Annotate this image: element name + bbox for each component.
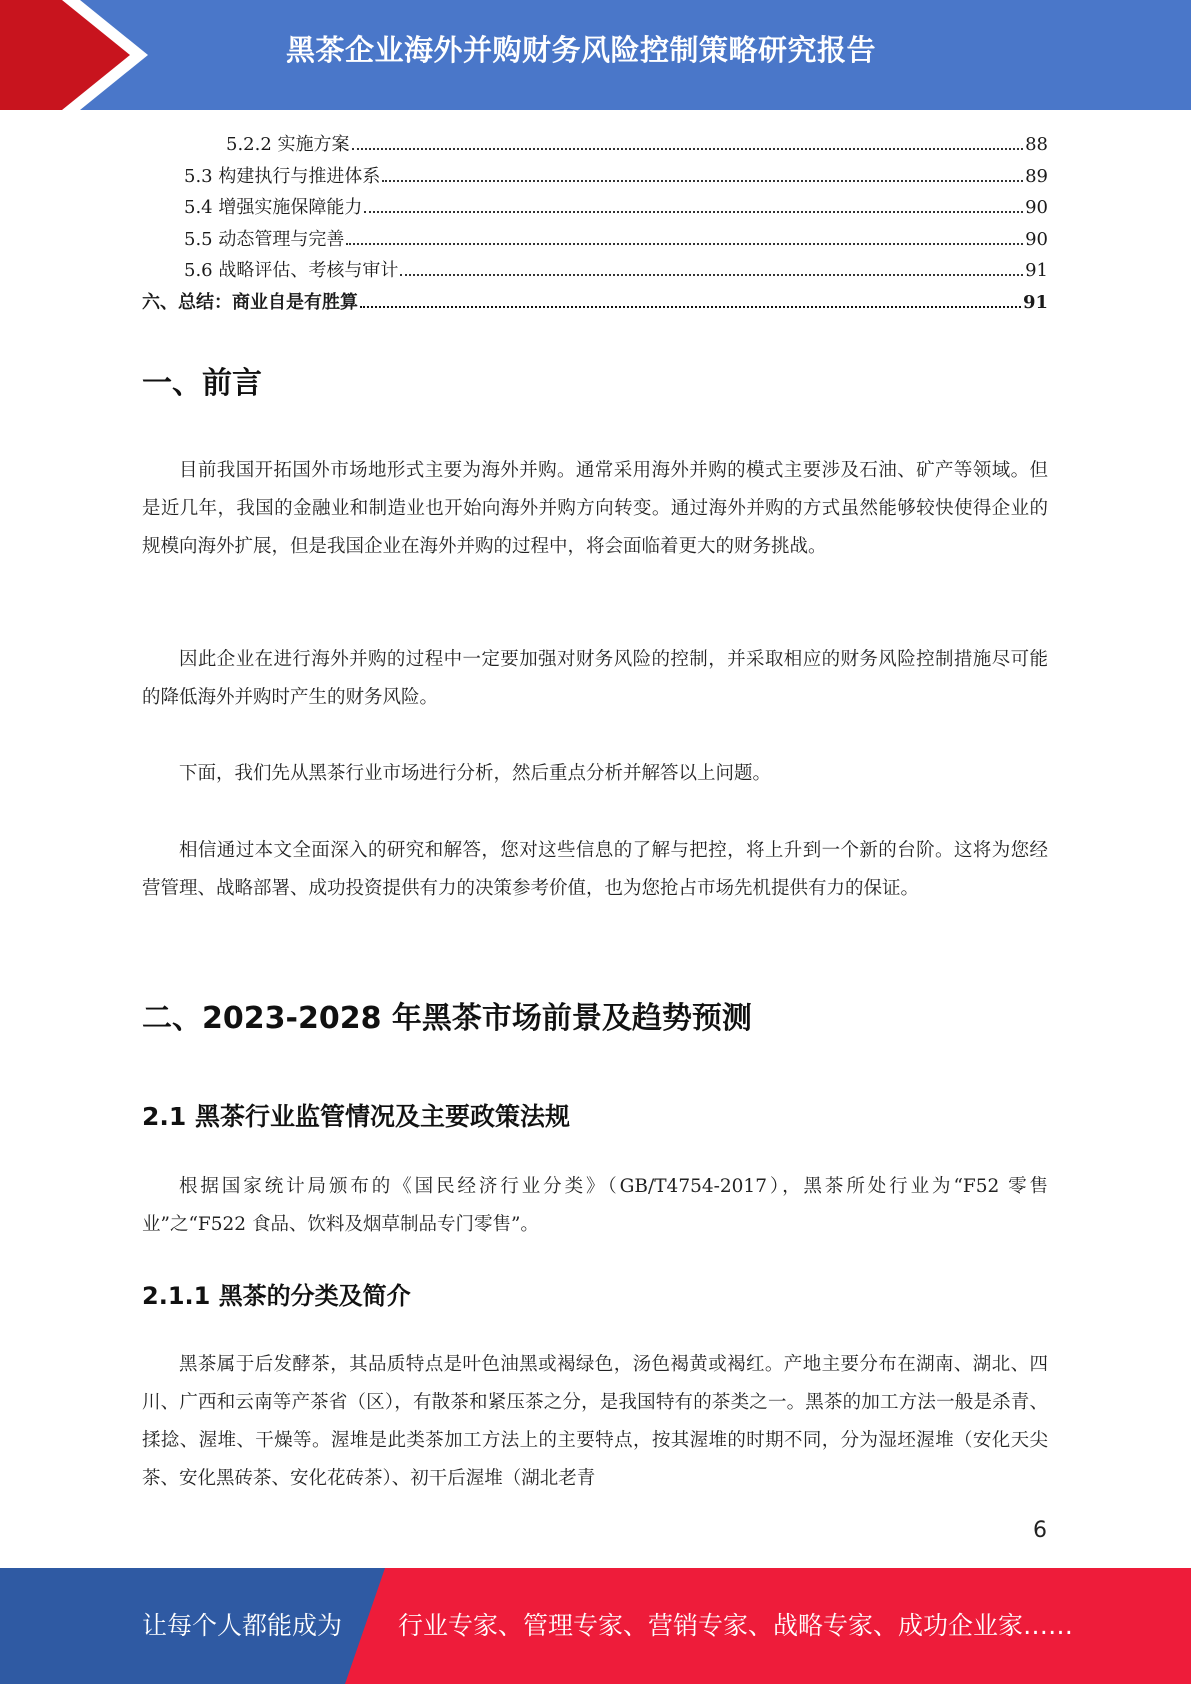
header-banner xyxy=(0,0,1191,110)
toc-entry-page: 90 xyxy=(1025,228,1048,250)
toc-leader-dots xyxy=(364,211,1023,213)
toc-leader-dots xyxy=(382,180,1023,182)
footer-banner xyxy=(0,1568,1191,1684)
toc-entry-page: 91 xyxy=(1022,291,1048,313)
body-paragraph: 因此企业在进行海外并购的过程中一定要加强对财务风险的控制，并采取相应的财务风险控制措施尽可能的降低海外并购时产生的财务风险。 xyxy=(142,649,1048,708)
toc-entry-page: 90 xyxy=(1025,197,1048,218)
table-of-contents xyxy=(142,130,1048,319)
footer-slogan-left: 让每个人都能成为 xyxy=(142,1611,343,1640)
toc-entry-label: 六、总结：商业自是有胜算 xyxy=(142,291,358,313)
subsection-heading: 2.1 黑茶行业监管情况及主要政策法规 xyxy=(142,1102,570,1131)
section-heading: 二、2023-2028 年黑茶市场前景及趋势预测 xyxy=(142,1001,752,1036)
body-paragraph: 目前我国开拓国外市场地形式主要为海外并购。通常采用海外并购的模式主要涉及石油、矿产等领域。但是近几年，我国的金融业和制造业也开始向海外并购方向转变。通过海外并购的方式虽然能够较快使得企业的规模向海外扩展，但是我国企业在海外并购的过程中，将会面临着更大的财务挑战。 xyxy=(142,460,1048,557)
toc-entry-page: 88 xyxy=(1025,134,1048,155)
toc-entry-page: 91 xyxy=(1025,260,1048,281)
body-paragraph: 根据国家统计局颁布的《国民经济行业分类》（GB/T4754-2017），黑茶所处行业为“F52 零售业”之“F522 食品、饮料及烟草制品专门零售”。 xyxy=(142,1176,1048,1235)
toc-entry[interactable] xyxy=(142,256,1048,288)
body-paragraph: 黑茶属于后发酵茶，其品质特点是叶色油黑或褐绿色，汤色褐黄或褐红。产地主要分布在湖南、湖北、四川、广西和云南等产茶省（区），有散茶和紧压茶之分，是我国特有的茶类之一。黑茶的加工方法一般是杀青、揉捻、渥堆、干燥等。渥堆是此类茶加工方法上的主要特点，按其渥堆的时期不同，分为湿坯渥堆（安化天尖茶、安化黑砖茶、安化花砖茶）、初干后渥堆（湖北老青 xyxy=(142,1354,1048,1489)
toc-leader-dots xyxy=(400,274,1023,276)
toc-entry-label: 5.6 战略评估、考核与审计 xyxy=(184,260,399,281)
footer-slogan-right: 行业专家、管理专家、营销专家、战略专家、成功企业家…… xyxy=(398,1611,1074,1640)
toc-entry[interactable] xyxy=(142,193,1048,225)
toc-entry[interactable] xyxy=(142,162,1048,194)
toc-leader-dots xyxy=(346,243,1023,245)
toc-entry-label: 5.2.2 实施方案 xyxy=(226,134,350,155)
toc-entry-label: 5.4 增强实施保障能力 xyxy=(184,197,363,218)
toc-entry-label: 5.5 动态管理与完善 xyxy=(184,228,345,250)
report-title: 黑茶企业海外并购财务风险控制策略研究报告 xyxy=(286,33,877,67)
toc-entry[interactable] xyxy=(142,288,1048,320)
body-paragraph: 相信通过本文全面深入的研究和解答，您对这些信息的了解与把控，将上升到一个新的台阶。这将为您经营管理、战略部署、成功投资提供有力的决策参考价值，也为您抢占市场先机提供有力的保证。 xyxy=(142,840,1048,899)
subsubsection-heading: 2.1.1 黑茶的分类及简介 xyxy=(142,1282,411,1310)
toc-entry-page: 89 xyxy=(1025,165,1048,187)
section-heading: 一、前言 xyxy=(142,366,262,401)
toc-leader-dots xyxy=(352,148,1024,150)
toc-entry-label: 5.3 构建执行与推进体系 xyxy=(184,165,381,187)
toc-entry[interactable] xyxy=(142,130,1048,162)
toc-leader-dots xyxy=(360,306,1021,308)
body-paragraph: 下面，我们先从黑茶行业市场进行分析，然后重点分析并解答以上问题。 xyxy=(179,763,772,784)
header-chevron-decoration xyxy=(0,0,160,110)
page-number: 6 xyxy=(1033,1518,1047,1543)
toc-entry[interactable] xyxy=(142,225,1048,257)
